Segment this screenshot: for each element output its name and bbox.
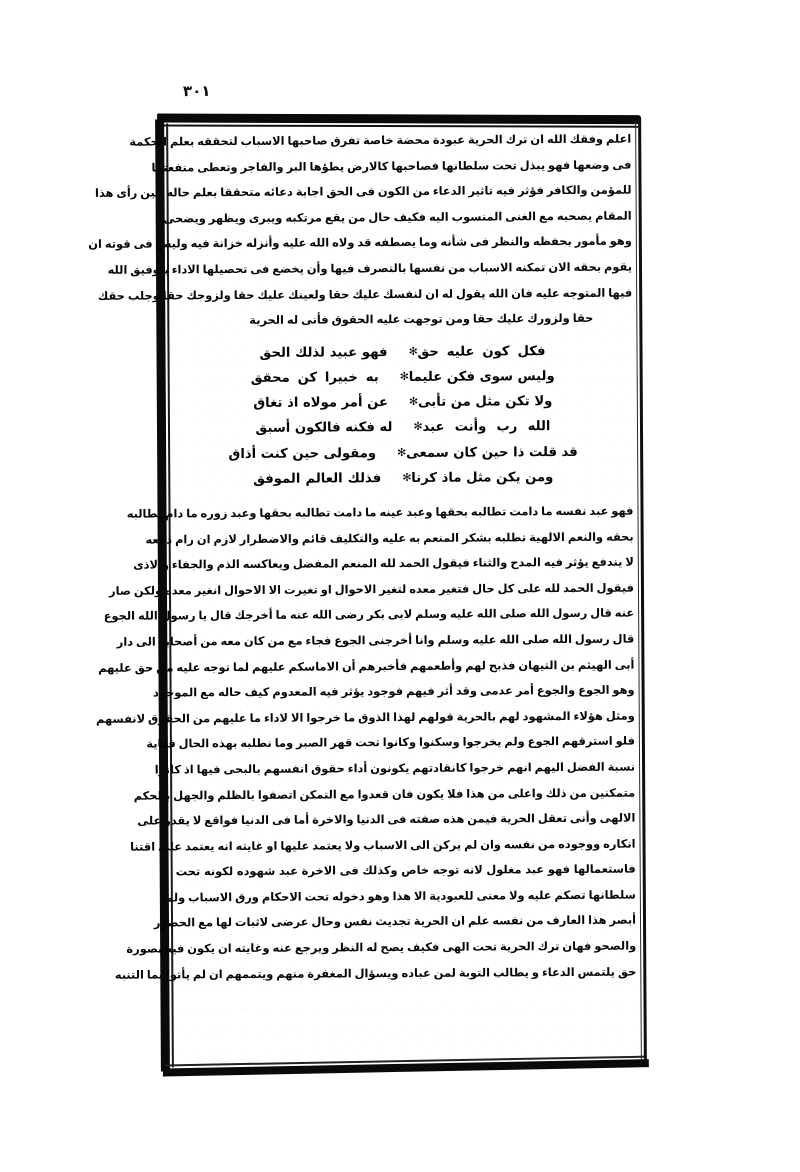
text-frame-border — [88, 111, 649, 1077]
body-line — [133, 550, 634, 578]
body-line — [163, 203, 632, 231]
frame-rule-top — [157, 113, 641, 124]
body-line — [126, 934, 637, 962]
body-line-text: الالهى وأنى تعقل الحرية فيمن هذه صفته فى الدنيا والاخرة أما فى الدنيا فواقع لا يقدر على — [137, 810, 636, 828]
verse-separator-icon: ✻ — [408, 395, 418, 409]
verse-hemistich-second: ولا تكن مثل من تأبى — [417, 394, 553, 411]
body-line-text: المقام يصحبه مع الغنى المنسوب اليه فكيف حال من يقع مرتكبه ويبرى ويظهر ويضحى — [163, 208, 632, 226]
body-line — [126, 499, 634, 527]
body-line-text: أبصر هذا العارف من نفسه علم ان الحرية تجديث نفس وحال عرضى لاثبات لها مع الحضور — [153, 913, 637, 930]
body-line — [176, 857, 636, 885]
verse-separator-icon: ✻ — [399, 369, 409, 383]
body-line-text: فيها المتوجه عليه فان الله يقول له ان لنفسك عليك حقا ولعينك عليك حقا ولزوجك حقا وجلب حقك — [97, 285, 633, 303]
body-line-text: فى وضعها فهو يبذل تحت سلطانها فصاحبها كالارض يطؤها البر والفاجر وتعطى منفعتها — [151, 157, 632, 175]
body-paragraph-middle — [95, 499, 636, 783]
body-line-text: اعلم وفقك الله ان ترك الحرية عبودة محضة خاصة تفرق صاحبها الاسباب لتحققه بعلم الحكمة — [129, 131, 632, 149]
verse-hemistich-first: ومقولى حين كنت أذاق — [228, 445, 377, 462]
body-line-text: فاستعمالها فهو عبد مغلول لانه توجه خاص وكذلك فى الاخرة عبد شهوده لكونه تحت — [175, 861, 636, 879]
verse-section — [172, 338, 633, 492]
body-line — [98, 652, 635, 680]
body-line — [97, 280, 633, 308]
body-line-text: متمكنين من ذلك واعلى من هذا فلا يكون فان قعدوا مع التمكن اتصفوا بالظلم والجهل بالحكم — [133, 785, 636, 803]
body-line — [108, 575, 635, 603]
body-line — [137, 806, 636, 834]
body-line — [145, 524, 634, 552]
body-line-text: حق يلتمس الدعاء و يطالب التوبة لمن عباده ويسؤال المغفرة منهم ويتممهم ان لم يأتوا بما التنبه — [114, 964, 637, 982]
body-line — [154, 754, 636, 782]
verse-line — [173, 464, 633, 492]
body-line — [133, 780, 636, 808]
body-line — [95, 703, 635, 731]
verse-line — [173, 439, 633, 467]
body-line-text: فهو عبد نفسه ما دامت تطالبه بحقها وعبد عينه ما دامت تطالبه بحقها وعبد زوره ما دام يطالبه — [126, 503, 634, 521]
body-line-text: يقوم بحقه الان تمكنه الاسباب من نفسها بالتصرف فيها وأن يخضع فى تحصيلها الاداء بتوفيق الله — [107, 259, 633, 277]
body-line-text: وهو مأمور بحفظه والنظر فى شأنه وما يصطفه قد ولاه الله عليه وأنزله خزانة فيه وليس فى قوته ان — [88, 233, 632, 252]
body-line — [146, 729, 635, 757]
body-paragraph-top — [88, 127, 633, 335]
verse-hemistich-second: ومن يكن مثل ماذ كرنا — [411, 469, 554, 486]
body-line — [153, 908, 637, 936]
body-line — [107, 255, 633, 283]
body-line-text: للمؤمن والكافر فؤثر فيه تاثير الدعاء من الكون فى الحق اجابة دعائه متحققا بعلم حاله حين رأى هذا — [94, 182, 632, 201]
verse-separator-icon: ✻ — [397, 445, 407, 459]
body-line — [152, 678, 635, 706]
body-line-text: فيقول الحمد لله على كل حال فتغير معده لتغير الاحوال او تغيرت الا الاحوال انغير معده ولكن صار — [108, 580, 635, 598]
body-line — [88, 229, 632, 257]
body-line-text: قال رسول الله صلى الله عليه وسلم وانا أخرجنى الجوع فجاء مع من كان معه من أصحابه الى دار — [116, 631, 635, 649]
verse-hemistich-second: قد قلت ذا حين كان سمعى — [406, 444, 578, 461]
verse-separator-icon: ✻ — [408, 344, 418, 358]
text-column — [88, 127, 637, 1063]
verse-line — [173, 364, 633, 392]
verse-hemistich-second: فكل كون عليه حق — [417, 343, 546, 360]
verse-hemistich-first: به خبيرا كن محقق — [250, 370, 379, 386]
body-line — [161, 882, 636, 910]
verse-hemistich-first: عن أمر مولاه اذ تغاق — [253, 395, 388, 412]
verse-hemistich-first: له فكنه فالكون أسبق — [255, 420, 393, 437]
body-line-text: انكاره ووجوده من نفسه وان لم يركن الى الاسباب ولا يعتمد عليها او غايته انه يعتمد على اقتنا — [130, 836, 636, 854]
body-line-text: ومثل هؤلاء المشهود لهم بالحرية قولهم لهذا الذوق ما خرجوا الا لاداء ما عليهم من الحقوق لانفسهم — [95, 708, 635, 726]
verse-hemistich-first: فذلك العالم الموفق — [253, 470, 382, 487]
body-line-text: عنه قال رسول الله صلى الله عليه وسلم لابى بكر رضى الله عنه ما أخرجك قال يا رسول الله الجوع — [103, 605, 635, 624]
body-line — [129, 127, 632, 155]
body-line-text: وهو الجوع والجوع أمر عدمى وقد أثر فيهم فوجود يؤثر فيه المعدوم كيف حاله مع الموجود — [152, 682, 635, 700]
body-line-text: فلو استرقهم الجوع ولم يخرجوا وسكنوا وكانوا تحت قهر الصبر وما نطلبه بهذه الحال فغاية — [146, 733, 635, 751]
verse-separator-icon: ✻ — [413, 420, 423, 434]
verse-hemistich-second: الله رب وأنت عبد — [422, 419, 551, 436]
verse-line — [173, 414, 633, 442]
body-line-text: سلطانها تصكم عليه ولا معنى للعبودية الا هذا وهو دخوله تحت الاحكام ورق الاسباب ولما — [161, 887, 636, 905]
body-line-text: بحقه والنعم الالهية تطلبه بشكر المنعم به عليه والتكليف قائم والاضطرار لازم ان رام دفعه — [145, 529, 634, 547]
folio-number: ٣٠١ — [182, 81, 211, 101]
body-line — [116, 627, 635, 655]
verse-line — [172, 338, 632, 366]
body-line — [130, 831, 636, 859]
body-line — [114, 959, 637, 987]
body-line-text: أبى الهيثم بن التيهان فذبح لهم وأطعمهم فأخبرهم أن الاماسكم عليهم لما توجه عليه من حق عليهم — [98, 657, 635, 675]
verse-line — [173, 389, 633, 417]
body-line — [94, 178, 632, 206]
verse-hemistich-second: وليس سوى فكن عليما — [408, 369, 555, 385]
body-line-text: نسبة الفضل اليهم انهم خرجوا كانقادتهم يكونون أداء حقوق انفسهم بالبحى فيها اذ كانوا — [154, 759, 636, 777]
verse-hemistich-first: فهو عبيد لذلك الحق — [259, 344, 388, 361]
body-paragraph-bottom — [114, 780, 637, 988]
body-line-text: لا يندفع يؤثر فيه المدح والثناء فيقول الحمد لله المنعم المفضل ويعاكسه الذم والجفاء والاذى — [133, 554, 634, 572]
verse-separator-icon: ✻ — [402, 470, 412, 484]
body-line-text: حقا ولزورك عليك حقا ومن توجهت عليه الحقوق فأنى له الحرية — [249, 310, 594, 328]
body-line-text: والصحو فهان ترك الحرية تحت الهى فكيف يصح له النظر ويرجع عنه وغايته ان يكون فيه بصورة — [126, 938, 637, 956]
body-line — [103, 601, 635, 629]
body-line — [151, 152, 632, 180]
body-line — [172, 306, 632, 334]
